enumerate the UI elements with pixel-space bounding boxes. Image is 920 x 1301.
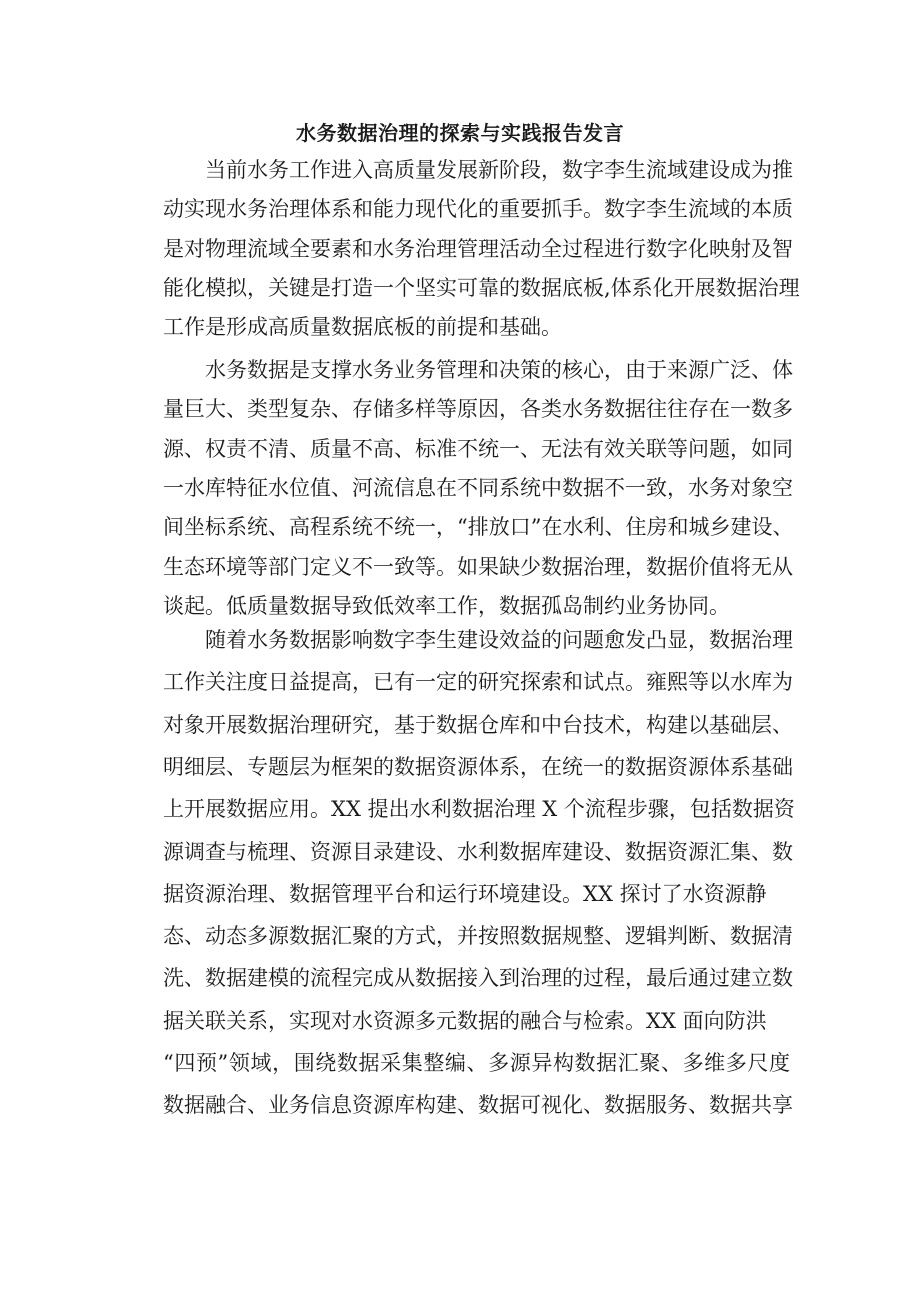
paragraph-line: 量巨大、类型复杂、存储多样等原因，各类水务数据往往存在一数多 [163,397,793,422]
paragraph-line: 明细层、专题层为框架的数据资源体系，在统一的数据资源体系基础 [163,754,793,779]
paragraph-line: 水务数据是支撑水务业务管理和决策的核心，由于来源广泛、体 [205,358,793,382]
paragraph-line: 工作是形成高质量数据底板的前提和基础。 [163,315,562,340]
paragraph-line: 数据融合、业务信息资源库构建、数据可视化、数据服务、数据共享 [163,1093,793,1118]
paragraph-line: 据资源治理、数据管理平台和运行环境建设。XX 探讨了水资源静 [163,881,767,906]
paragraph-line: 间坐标系统、高程系统不统一，“排放口”在水利、住房和城乡建设、 [163,515,794,540]
paragraph-line: 当前水务工作进入高质量发展新阶段，数字李生流域建设成为推 [205,158,793,182]
paragraph-line: 洗、数据建模的流程完成从数据接入到治理的过程，最后通过建立数 [163,966,793,991]
paragraph-line: 源调查与梳理、资源目录建设、水利数据库建设、数据资源汇集、数 [163,839,793,864]
paragraph-line: 动实现水务治理体系和能力现代化的重要抓手。数字李生流域的本质 [163,197,793,222]
paragraph-line: 随着水务数据影响数字李生建设效益的问题愈发凸显，数据治理 [205,628,793,652]
paragraph-line: 源、权责不清、质量不高、标准不统一、无法有效关联等问题，如同 [163,436,793,461]
paragraph-line: 能化模拟，关键是打造一个坚实可靠的数据底板,体系化开展数据治理 [163,275,800,300]
paragraph-line: 上开展数据应用。XX 提出水利数据治理 X 个流程步骤，包括数据资 [163,797,795,822]
document-title: 水务数据治理的探索与实践报告发言 [296,121,624,145]
paragraph-line: 工作关注度日益提高，已有一定的研究探索和试点。雍熙等以水库为 [163,670,793,695]
paragraph-line: 态、动态多源数据汇聚的方式，并按照数据规整、逻辑判断、数据清 [163,924,793,949]
paragraph-line: 据关联关系，实现对水资源多元数据的融合与检索。XX 面向防洪 [163,1008,767,1033]
paragraph-line: 一水库特征水位值、河流信息在不同系统中数据不一致，水务对象空 [163,475,793,500]
paragraph-line: “四预”领域，围绕数据采集整编、多源异构数据汇聚、多维多尺度 [163,1051,790,1075]
paragraph-line: 是对物理流域全要素和水务治理管理活动全过程进行数字化映射及智 [163,236,793,261]
paragraph-line: 生态环境等部门定义不一致等。如果缺少数据治理，数据价值将无从 [163,554,793,579]
paragraph-line: 对象开展数据治理研究，基于数据仓库和中台技术，构建以基础层、 [163,712,793,737]
paragraph-line: 谈起。低质量数据导致低效率工作，数据孤岛制约业务协同。 [163,593,730,618]
